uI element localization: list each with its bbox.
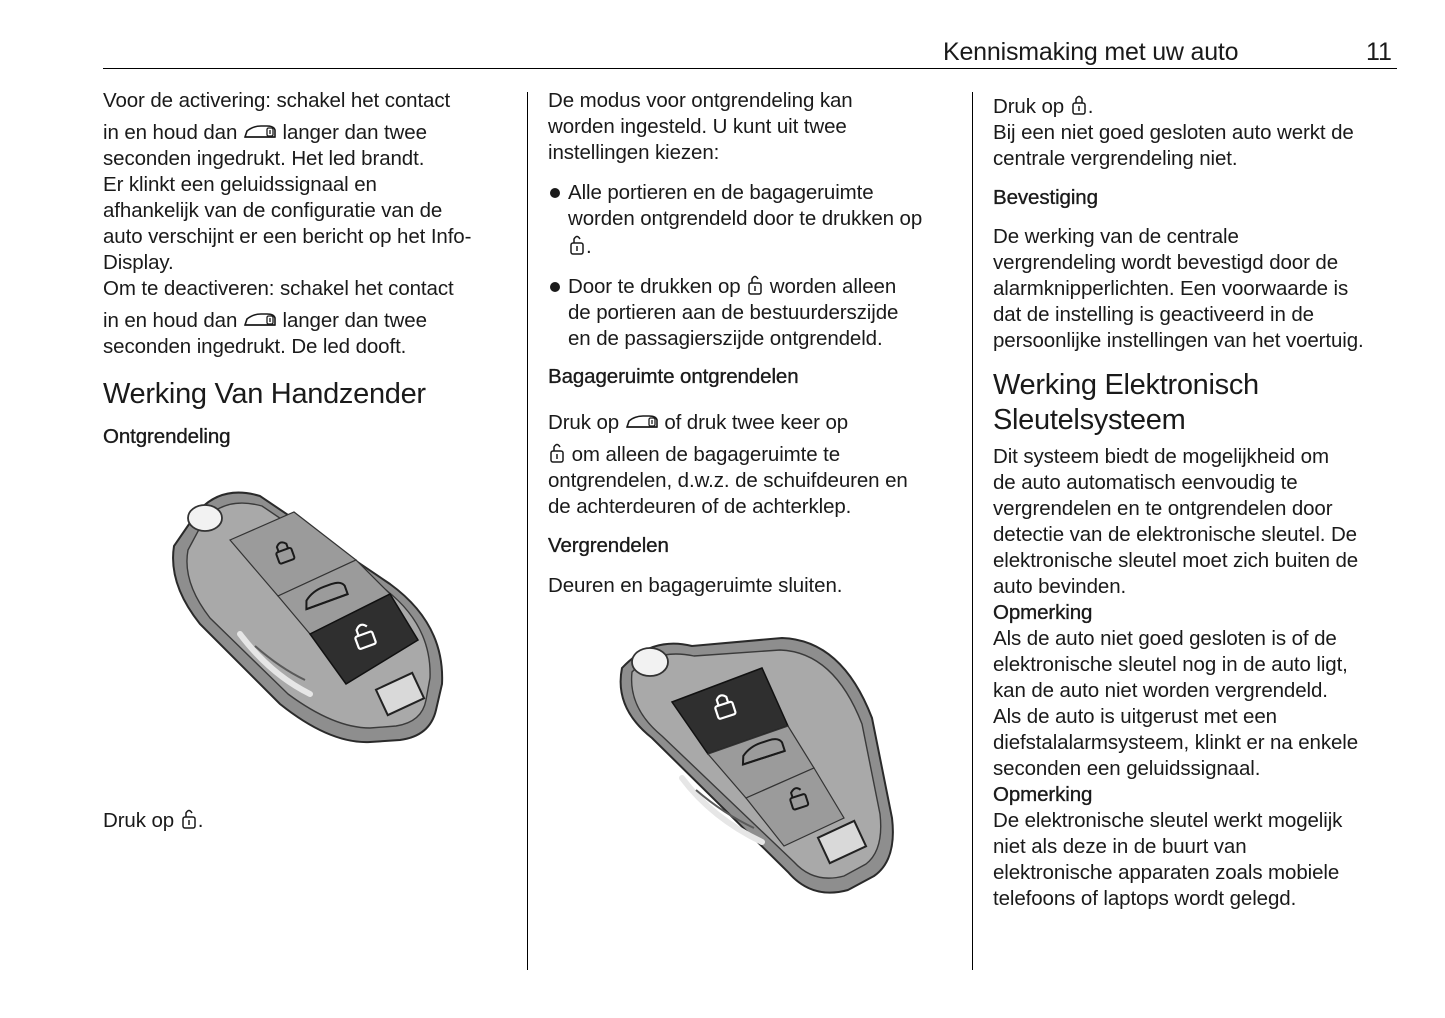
- paragraph: dat de instelling is geactiveerd in de: [993, 303, 1314, 326]
- unlock-icon: [548, 442, 566, 464]
- page-number: 11: [1366, 38, 1392, 66]
- unlock-icon: [180, 808, 198, 830]
- subheading: Bevestiging: [993, 186, 1098, 209]
- subheading: Vergrendelen: [548, 534, 669, 557]
- paragraph: De modus voor ontgrendeling kan: [548, 89, 853, 112]
- paragraph: elektronische sleutel nog in de auto ligt,: [993, 653, 1348, 676]
- paragraph-line: in en houd dan langer dan twee: [103, 121, 427, 144]
- note-label: Opmerking: [993, 783, 1093, 806]
- paragraph: niet als deze in de buurt van: [993, 835, 1247, 858]
- list-item: Alle portieren en de bagageruimte worden ontgrendeld door te drukken op .: [548, 180, 963, 260]
- paragraph: de auto automatisch eenvoudig te: [993, 471, 1298, 494]
- car-trunk-icon: [625, 412, 659, 432]
- paragraph-line: in en houd dan langer dan twee: [103, 309, 427, 332]
- paragraph: telefoons of laptops wordt gelegd.: [993, 887, 1297, 910]
- paragraph: alarmknipperlichten. Een voorwaarde is: [993, 277, 1349, 300]
- paragraph: Voor de activering: schakel het contact: [103, 89, 451, 112]
- section-heading: Werking Elektronisch Sleutelsysteem: [993, 369, 1259, 436]
- paragraph-line: Druk op .: [993, 95, 1094, 118]
- paragraph: Bij een niet goed gesloten auto werkt de: [993, 121, 1354, 144]
- paragraph: vergrendeling wordt bevestigd door de: [993, 251, 1339, 274]
- section-heading: Werking Van Handzender: [103, 378, 426, 410]
- paragraph: diefstalalarmsysteem, klinkt er na enkele: [993, 731, 1359, 754]
- column-1: [103, 88, 513, 450]
- paragraph: afhankelijk van de configuratie van de: [103, 199, 443, 222]
- paragraph-line: Druk op of druk twee keer op: [548, 411, 849, 434]
- paragraph: De werking van de centrale: [993, 225, 1239, 248]
- paragraph: auto bevinden.: [993, 575, 1127, 598]
- key-fob-illustration: [612, 628, 902, 898]
- paragraph: De elektronische sleutel werkt mogelijk: [993, 809, 1343, 832]
- list-item: Door te drukken op worden alleen de portieren aan de bestuurderszijde en de passagierszijde ontgrendeld.: [548, 274, 963, 352]
- note-label: Opmerking: [993, 601, 1093, 624]
- paragraph: Als de auto niet goed gesloten is of de: [993, 627, 1337, 650]
- unlock-icon: [746, 274, 764, 296]
- paragraph: centrale vergrendeling niet.: [993, 147, 1238, 170]
- key-fob-illustration: [160, 474, 460, 754]
- paragraph: de achterdeuren of de achterklep.: [548, 495, 852, 518]
- paragraph: worden ingesteld. U kunt uit twee: [548, 115, 847, 138]
- paragraph: seconden ingedrukt. De led dooft.: [103, 335, 407, 358]
- unlock-icon: [568, 234, 586, 256]
- car-trunk-icon: [243, 310, 277, 330]
- header-rule: [103, 68, 1397, 69]
- lock-icon: [1070, 94, 1088, 116]
- paragraph: elektronische sleutel moet zich buiten de: [993, 549, 1359, 572]
- paragraph: auto verschijnt er een bericht op het Info-: [103, 225, 472, 248]
- paragraph: Om te deactiveren: schakel het contact: [103, 277, 454, 300]
- paragraph: Deuren en bagageruimte sluiten.: [548, 574, 843, 597]
- paragraph: ontgrendelen, d.w.z. de schuifdeuren en: [548, 469, 908, 492]
- subheading: Bagageruimte ontgrendelen: [548, 365, 799, 388]
- subheading: Ontgrendeling: [103, 425, 231, 448]
- column-divider-1: [527, 92, 528, 970]
- paragraph: Als de auto is uitgerust met een: [993, 705, 1277, 728]
- car-trunk-icon: [243, 122, 277, 142]
- column-3: [993, 94, 1398, 912]
- paragraph: seconden een geluidssignaal.: [993, 757, 1261, 780]
- paragraph: persoonlijke instellingen van het voertuig.: [993, 329, 1364, 352]
- column-divider-2: [972, 92, 973, 970]
- paragraph: elektronische apparaten zoals mobiele: [993, 861, 1340, 884]
- paragraph: kan de auto niet worden vergrendeld.: [993, 679, 1328, 702]
- paragraph: instellingen kiezen:: [548, 141, 720, 164]
- paragraph: detectie van de elektronische sleutel. De: [993, 523, 1357, 546]
- paragraph: Er klinkt een geluidssignaal en: [103, 173, 377, 196]
- paragraph-line: om alleen de bagageruimte te: [548, 442, 963, 468]
- paragraph: seconden ingedrukt. Het led brandt.: [103, 147, 425, 170]
- instruction-line: Druk op .: [103, 809, 204, 832]
- running-header-title: Kennismaking met uw auto: [943, 38, 1239, 66]
- paragraph: Display.: [103, 251, 174, 274]
- paragraph: vergrendelen en te ontgrendelen door: [993, 497, 1333, 520]
- paragraph: Dit systeem biedt de mogelijkheid om: [993, 445, 1329, 468]
- column-2: [548, 88, 963, 599]
